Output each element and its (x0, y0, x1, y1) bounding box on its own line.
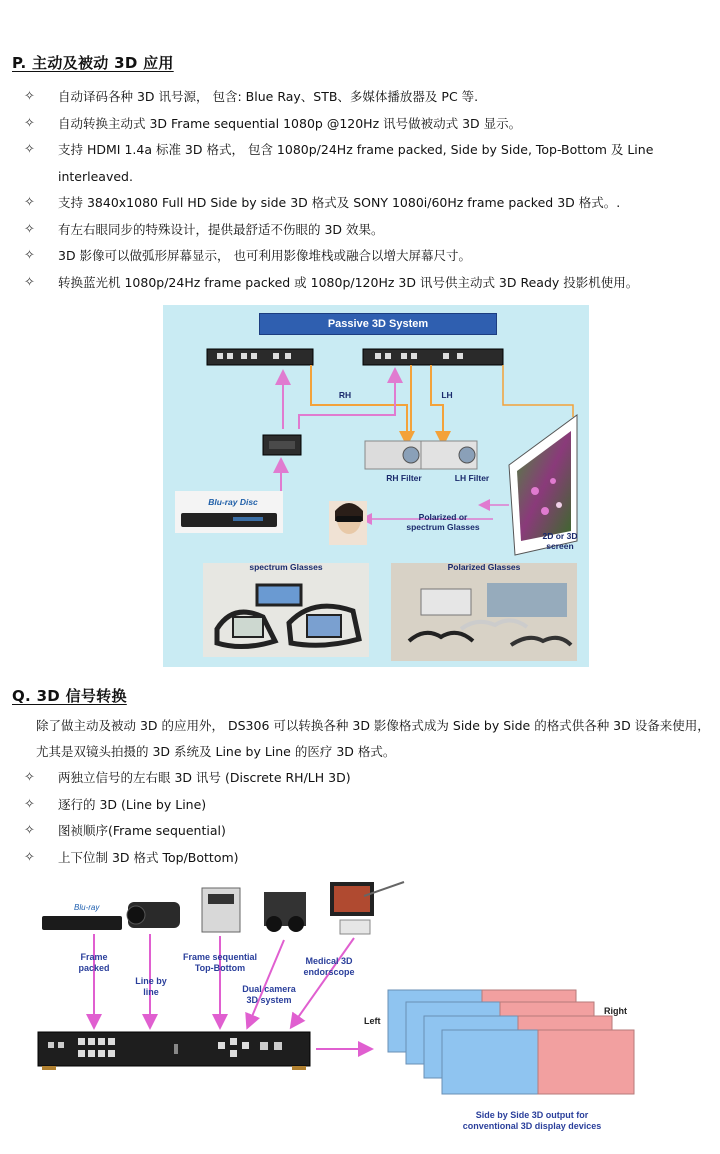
bullet-text: 自动译码各种 3D 讯号源， 包含: Blue Ray、STB、多媒体播放器及 PC 等. (58, 89, 479, 104)
bullet-item (20, 84, 710, 111)
bullet-item (20, 818, 710, 845)
lh-label: LH (441, 390, 453, 400)
section-q-paragraph: 除了做主动及被动 3D 的应用外， DS306 可以转换各种 3D 影像格式成为 Side by Side 的格式供各种 3D 设备来使用，尤其是双镜头拍摄的 3D 系统及 Line by Line 的医疗 3D 格式。 (36, 718, 710, 759)
frame-sequential-label: Frame sequential Top-Bottom (182, 952, 258, 973)
projector-lh (421, 441, 477, 469)
bullet-symbol: ✧ (24, 796, 35, 812)
processor-unit-left (207, 349, 313, 365)
bullet-symbol: ✧ (24, 89, 35, 104)
bullet-text: 支持 HDMI 1.4a 标准 3D 格式， 包含 1080p/24Hz frame packed, Side by Side, Top-Bottom 及 Line interleaved. (58, 142, 654, 184)
dual-camera-rig (264, 892, 306, 932)
bullet-text: 逐行的 3D (Line by Line) (58, 796, 207, 812)
screen-label: 2D or 3D screen (542, 531, 578, 551)
polarized-glasses-photo (391, 563, 577, 661)
bullet-item (20, 270, 710, 297)
viewer-with-glasses-photo (329, 501, 367, 545)
bullet-symbol: ✧ (24, 195, 35, 210)
bullet-text: 3D 影像可以做弧形屏幕显示， 也可利用影像堆栈或融合以增大屏幕尺寸。 (58, 248, 472, 263)
passive-3d-system-diagram (163, 305, 589, 667)
bullet-item (20, 111, 710, 138)
bullet-symbol: ✧ (24, 823, 35, 838)
sbs-output-frames (388, 990, 634, 1094)
lh-filter-label: LH Filter (454, 473, 490, 483)
bullet-text: 图祯顺序(Frame sequential) (58, 823, 226, 838)
section-q-title: Q. 3D 信号转换 (12, 687, 127, 705)
right-label: Right (604, 1006, 627, 1016)
section-q-bullets (20, 765, 710, 871)
bullet-text: 自动转换主动式 3D Frame sequential 1080p @120Hz 讯号做被动式 3D 显示。 (58, 115, 522, 131)
camcorder-device (127, 902, 180, 928)
bullet-symbol: ✧ (24, 770, 35, 785)
glasses-note-label: Polarized or spectrum Glasses (406, 512, 480, 532)
bluray-player-device (42, 903, 122, 930)
bluray-logo-text: Blu-ray (74, 903, 100, 912)
bullet-text: 两独立信号的左右眼 3D 讯号 (Discrete RH/LH 3D) (58, 770, 351, 785)
bluray-logo: Blu-ray Disc (208, 497, 258, 507)
medical-endoscope-label: Medical 3D endorscope (303, 956, 355, 977)
processor-unit-right (363, 349, 503, 365)
sbs-output-caption: Side by Side 3D output for conventional 3D display devices (462, 1110, 602, 1131)
conversion-drawing (34, 878, 694, 1140)
bullet-symbol: ✧ (24, 115, 35, 131)
bullet-item (20, 765, 710, 792)
pc-tower-device (202, 888, 240, 932)
spectrum-glasses-label: spectrum Glasses (249, 562, 323, 572)
bullet-text: 支持 3840x1080 Full HD Side by side 3D 格式及 SONY 1080i/60Hz frame packed 3D 格式。. (58, 195, 621, 210)
line-by-line-label: Line by line (135, 976, 167, 997)
left-label: Left (364, 1016, 381, 1026)
bullet-item (20, 243, 710, 270)
diagram-title: Passive 3D System (259, 313, 497, 335)
section-p-bullets (20, 84, 710, 296)
3d-conversion-diagram (34, 878, 694, 1140)
bullet-item (20, 217, 710, 244)
dual-camera-label: Dual camera 3D system (242, 984, 296, 1005)
frame-packed-label: Frame packed (78, 952, 110, 973)
bullet-item (20, 137, 710, 190)
polarized-glasses-label: Polarized Glasses (447, 562, 521, 572)
bullet-text: 转换蓝光机 1080p/24Hz frame packed 或 1080p/120Hz 3D 讯号供主动式 3D Ready 投影机使用。 (58, 274, 639, 290)
rh-filter-label: RH Filter (386, 473, 422, 483)
bullet-symbol: ✧ (24, 248, 35, 263)
bullet-symbol: ✧ (24, 142, 35, 157)
hdmi-splitter (263, 435, 301, 455)
rh-label: RH (338, 390, 352, 400)
section-p-title: P. 主动及被动 3D 应用 (12, 54, 174, 72)
bullet-symbol: ✧ (24, 221, 35, 237)
bullet-item (20, 190, 710, 217)
bullet-symbol: ✧ (24, 274, 35, 290)
bullet-text: 有左右眼同步的特殊设计，提供最舒适不伤眼的 3D 效果。 (58, 221, 384, 237)
bullet-text: 上下位制 3D 格式 Top/Bottom) (58, 849, 239, 865)
projector-rh (365, 441, 421, 469)
medical-endoscope (330, 882, 404, 934)
bullet-symbol: ✧ (24, 849, 35, 865)
bullet-item (20, 792, 710, 819)
bullet-item (20, 845, 710, 872)
ds306-processor (38, 1032, 310, 1070)
spectrum-glasses-photo (203, 563, 369, 657)
